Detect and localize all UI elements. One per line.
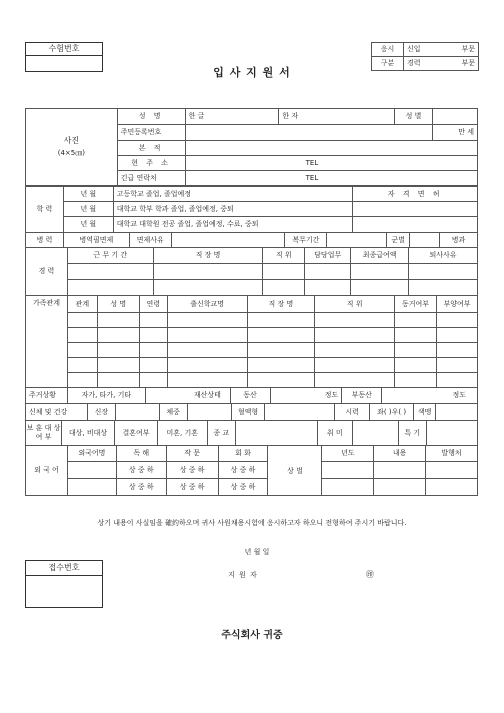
family-header-relation: 관계 <box>67 296 97 313</box>
family-header-school: 출신학교명 <box>167 296 247 313</box>
career-header-duty: 담당업무 <box>305 248 351 264</box>
photo-area <box>26 109 118 186</box>
resident-no-label: 주민등록번호 <box>117 125 185 141</box>
lang-reading-1[interactable]: 상 중 하 <box>116 462 166 479</box>
family-header-cohabit: 동거여부 <box>395 296 437 313</box>
health-label: 신체 및 건강 <box>26 404 88 421</box>
table-row <box>26 264 478 280</box>
hobby-value[interactable] <box>352 421 398 446</box>
table-row <box>26 328 478 343</box>
veteran-table <box>25 420 478 446</box>
real-estate-amount: 정도 <box>442 388 478 404</box>
lang-reading-2[interactable]: 상 중 하 <box>116 479 166 496</box>
personal-info-table <box>25 108 478 186</box>
family-header-name: 성 명 <box>97 296 139 313</box>
lang-header-name: 외국어명 <box>67 446 116 462</box>
table-row <box>26 358 478 373</box>
date-line[interactable]: 년 월 일 <box>244 548 270 556</box>
type-label-1: 응시 <box>372 43 404 57</box>
seal-mark: ㊞ <box>366 570 374 579</box>
army-value[interactable] <box>410 233 440 248</box>
specialty-value[interactable] <box>426 421 477 446</box>
movable-amount: 정도 <box>322 388 342 404</box>
edu-date-1[interactable]: 년 월 <box>63 187 113 202</box>
education-label: 학 력 <box>26 187 64 233</box>
lang-header-writing: 작 문 <box>166 446 218 462</box>
sight-label: 시력 <box>335 404 370 421</box>
table-row <box>26 373 478 388</box>
type-new: 신입 <box>403 43 441 57</box>
real-estate-label: 부동산 <box>342 388 382 404</box>
edu-date-2[interactable]: 년 월 <box>63 202 113 217</box>
award-header-content: 내용 <box>374 446 426 462</box>
exempt-reason-label: 면제사유 <box>129 233 171 248</box>
asset-blank[interactable] <box>145 388 185 404</box>
weight-label: 체중 <box>159 404 187 421</box>
rank-label: 병과 <box>440 233 478 248</box>
married-label: 결혼여부 <box>115 421 158 446</box>
exam-number-label: 수험번호 <box>26 43 102 56</box>
military-label: 병 력 <box>26 233 64 248</box>
military-table <box>25 232 478 248</box>
origin-label: 본 적 <box>117 141 185 156</box>
address-tel-label: TEL <box>305 158 319 167</box>
service-period-label: 복무기간 <box>285 233 327 248</box>
emergency-value[interactable] <box>185 171 477 186</box>
career-header-salary: 최종급여액 <box>351 248 409 264</box>
language-label: 외 국 어 <box>26 446 68 496</box>
family-label: 가족관계 <box>26 296 68 388</box>
career-table <box>25 247 478 296</box>
lang-speaking-2[interactable]: 상 중 하 <box>218 479 268 496</box>
type-label-2: 구분 <box>372 57 404 71</box>
type-dept-2: 부문 <box>441 57 479 71</box>
education-table <box>25 186 478 233</box>
height-label: 신장 <box>87 404 115 421</box>
asset-label: 재산상태 <box>185 388 230 404</box>
career-label: 경 력 <box>26 248 68 296</box>
career-header-company: 직 장 명 <box>153 248 263 264</box>
family-header-age: 연령 <box>139 296 167 313</box>
lang-header-speaking: 회 화 <box>218 446 268 462</box>
hanja-label: 한 자 <box>279 109 341 125</box>
age-value[interactable]: 만 세 <box>433 125 478 141</box>
specialty-label: 특 기 <box>398 421 426 446</box>
license-value-2[interactable] <box>353 217 478 233</box>
photo-label: 사진 <box>63 136 80 145</box>
license-value-1[interactable] <box>353 202 478 217</box>
family-header-support: 부양여부 <box>436 296 477 313</box>
application-type-table <box>371 42 479 71</box>
name-label: 성 명 <box>117 109 185 125</box>
religion-value[interactable] <box>235 421 317 446</box>
family-header-position: 직 위 <box>315 296 395 313</box>
family-header-company: 직 장 명 <box>247 296 315 313</box>
weight-value[interactable] <box>187 404 231 421</box>
photo-size: (4×5㎝) <box>57 149 85 157</box>
gender-label: 성 별 <box>395 109 433 125</box>
army-label: 군별 <box>387 233 410 248</box>
address-label: 현 주 소 <box>117 156 185 171</box>
resident-no-value[interactable] <box>185 125 432 141</box>
emergency-label: 긴급 연락처 <box>117 171 185 186</box>
page-title: 입 사 지 원 서 <box>213 66 291 79</box>
religion-label: 종 교 <box>207 421 235 446</box>
lang-writing-2[interactable]: 상 중 하 <box>166 479 218 496</box>
table-row <box>26 343 478 358</box>
hangul-label: 한 글 <box>185 109 235 125</box>
gender-value[interactable] <box>433 109 478 125</box>
service-period-value[interactable] <box>327 233 387 248</box>
emergency-tel-label: TEL <box>305 173 319 182</box>
height-value[interactable] <box>115 404 159 421</box>
award-header-issuer: 발행처 <box>426 446 478 462</box>
lang-header-reading: 독 해 <box>116 446 166 462</box>
type-dept-1: 부문 <box>441 43 479 57</box>
applicant-label: 지 원 자 <box>228 571 258 579</box>
veteran-label: 보 훈 대 상 여 부 <box>26 421 62 446</box>
lang-name-1[interactable] <box>67 462 116 479</box>
color-value[interactable] <box>436 404 478 421</box>
hobby-label: 취 미 <box>317 421 352 446</box>
veteran-value[interactable]: 대상, 비대상 <box>62 421 115 446</box>
married-value[interactable]: 미혼, 기혼 <box>157 421 207 446</box>
residence-label: 주거상황 <box>26 388 68 404</box>
blood-value[interactable] <box>265 404 335 421</box>
receipt-number-box <box>25 560 103 608</box>
residence-type[interactable]: 자가, 타가, 기타 <box>67 388 145 404</box>
movable-label: 동산 <box>230 388 270 404</box>
award-header-year: 년도 <box>322 446 374 462</box>
hanja-value[interactable] <box>341 109 395 125</box>
movable-value[interactable] <box>270 388 322 404</box>
hangul-value[interactable] <box>235 109 279 125</box>
family-table <box>25 295 478 388</box>
sight-value[interactable]: 좌( )우( ) <box>370 404 414 421</box>
career-header-reason: 퇴사사유 <box>409 248 478 264</box>
license-label: 자 격 면 허 <box>353 187 478 202</box>
edu-row-1[interactable]: 고등학교 졸업, 졸업예정 <box>113 187 353 202</box>
award-label: 상 벌 <box>268 446 322 496</box>
real-estate-value[interactable] <box>382 388 442 404</box>
statement-text: 상기 내용이 사실임을 確約하오며 귀사 사원채용시험에 응시하고자 하오니 전형하여 주시기 바랍니다. <box>97 519 407 527</box>
career-header-period: 근 무 기 간 <box>67 248 153 264</box>
exempt-reason-value[interactable] <box>171 233 285 248</box>
edu-row-2[interactable]: 대학교 학부 학과 졸업, 졸업예정, 중퇴 <box>113 202 353 217</box>
career-header-position: 직 위 <box>263 248 305 264</box>
type-career: 경력 <box>403 57 441 71</box>
edu-row-3[interactable]: 대학교 대학원 전공 졸업, 졸업예정, 수료, 중퇴 <box>113 217 353 233</box>
color-label: 색맹 <box>414 404 436 421</box>
edu-date-3[interactable]: 년 월 <box>63 217 113 233</box>
lang-speaking-1[interactable]: 상 중 하 <box>218 462 268 479</box>
residence-table <box>25 387 478 404</box>
footer-text: 주식회사 귀중 <box>221 630 283 641</box>
address-value[interactable] <box>185 156 477 171</box>
health-table <box>25 403 478 421</box>
military-branch[interactable]: 병역필면제 <box>63 233 129 248</box>
receipt-number-label: 접수번호 <box>26 561 102 576</box>
origin-value[interactable] <box>185 141 477 156</box>
table-row <box>26 280 478 296</box>
lang-name-2[interactable] <box>67 479 116 496</box>
table-row <box>26 313 478 328</box>
lang-writing-1[interactable]: 상 중 하 <box>166 462 218 479</box>
language-table <box>25 445 478 496</box>
blood-label: 혈액형 <box>231 404 265 421</box>
